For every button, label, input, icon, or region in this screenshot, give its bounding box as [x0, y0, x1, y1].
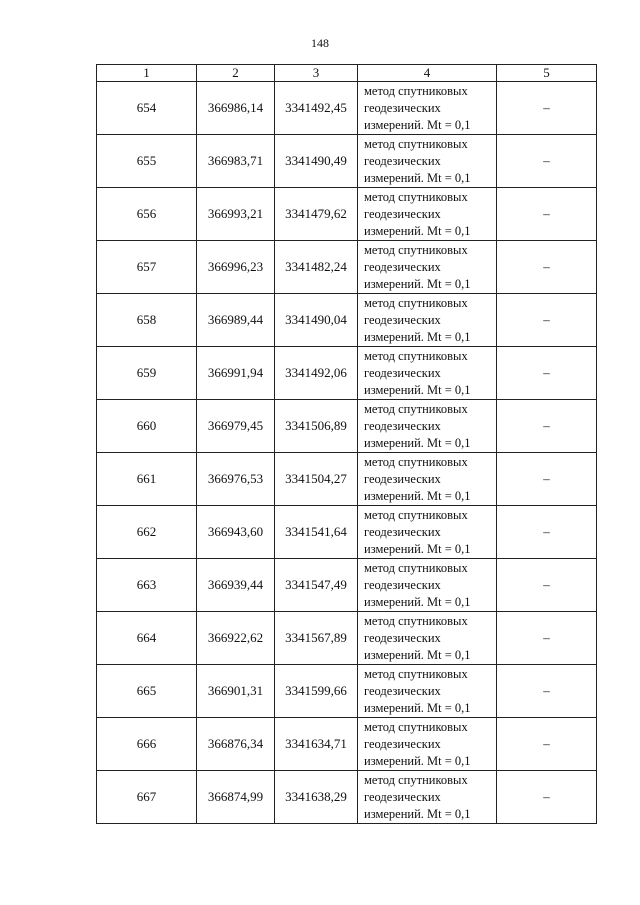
coordinate-y: 3341599,66: [275, 665, 358, 718]
measurement-method: [358, 771, 497, 824]
measurement-method: [358, 506, 497, 559]
table-row: [97, 612, 597, 665]
coordinate-y: 3341482,24: [275, 241, 358, 294]
coordinate-x: 366983,71: [197, 135, 275, 188]
table-header-row: [97, 65, 597, 82]
note-dash: –: [497, 453, 597, 506]
note-dash: –: [497, 612, 597, 665]
table-row: [97, 82, 597, 135]
method-line: геодезических: [364, 736, 441, 751]
method-line: геодезических: [364, 630, 441, 645]
method-line: геодезических: [364, 471, 441, 486]
table-row: [97, 559, 597, 612]
measurement-method: [358, 612, 497, 665]
table-row: [97, 188, 597, 241]
method-line: метод спутниковых: [364, 560, 468, 575]
method-line: геодезических: [364, 683, 441, 698]
coordinate-y: 3341638,29: [275, 771, 358, 824]
coordinate-y: 3341504,27: [275, 453, 358, 506]
method-line: измерений. Mt = 0,1: [364, 170, 471, 185]
method-line: измерений. Mt = 0,1: [364, 435, 471, 450]
page-number: 148: [311, 36, 329, 50]
measurement-method: [358, 82, 497, 135]
point-number: 661: [97, 453, 197, 506]
method-line: метод спутниковых: [364, 136, 468, 151]
coordinate-y: 3341492,06: [275, 347, 358, 400]
coordinates-table: [96, 64, 597, 824]
method-line: метод спутниковых: [364, 613, 468, 628]
coordinate-x: 366979,45: [197, 400, 275, 453]
table-row: [97, 294, 597, 347]
table-body: [97, 82, 597, 824]
note-dash: –: [497, 188, 597, 241]
method-line: метод спутниковых: [364, 83, 468, 98]
coordinate-x: 366943,60: [197, 506, 275, 559]
coordinate-x: 366922,62: [197, 612, 275, 665]
coordinate-x: 366996,23: [197, 241, 275, 294]
table-row: [97, 718, 597, 771]
note-dash: –: [497, 559, 597, 612]
measurement-method: [358, 241, 497, 294]
method-line: измерений. Mt = 0,1: [364, 117, 471, 132]
method-line: метод спутниковых: [364, 772, 468, 787]
header-col-4: 4: [358, 65, 497, 82]
method-line: геодезических: [364, 577, 441, 592]
point-number: 667: [97, 771, 197, 824]
measurement-method: [358, 188, 497, 241]
method-line: геодезических: [364, 524, 441, 539]
coordinate-x: 366939,44: [197, 559, 275, 612]
method-line: геодезических: [364, 365, 441, 380]
coordinate-x: 366991,94: [197, 347, 275, 400]
method-line: геодезических: [364, 418, 441, 433]
table-row: [97, 135, 597, 188]
note-dash: –: [497, 718, 597, 771]
method-line: измерений. Mt = 0,1: [364, 594, 471, 609]
coordinate-x: 366989,44: [197, 294, 275, 347]
method-line: метод спутниковых: [364, 401, 468, 416]
method-line: измерений. Mt = 0,1: [364, 806, 471, 821]
method-line: метод спутниковых: [364, 348, 468, 363]
method-line: метод спутниковых: [364, 189, 468, 204]
header-col-5: 5: [497, 65, 597, 82]
measurement-method: [358, 453, 497, 506]
note-dash: –: [497, 771, 597, 824]
method-line: измерений. Mt = 0,1: [364, 541, 471, 556]
point-number: 664: [97, 612, 197, 665]
method-line: геодезических: [364, 312, 441, 327]
coordinate-y: 3341492,45: [275, 82, 358, 135]
note-dash: –: [497, 347, 597, 400]
measurement-method: [358, 665, 497, 718]
table-row: [97, 771, 597, 824]
point-number: 666: [97, 718, 197, 771]
coordinate-x: 366874,99: [197, 771, 275, 824]
method-line: геодезических: [364, 206, 441, 221]
header-col-2: 2: [197, 65, 275, 82]
table-row: [97, 453, 597, 506]
measurement-method: [358, 718, 497, 771]
method-line: геодезических: [364, 100, 441, 115]
point-number: 662: [97, 506, 197, 559]
point-number: 657: [97, 241, 197, 294]
note-dash: –: [497, 400, 597, 453]
method-line: измерений. Mt = 0,1: [364, 223, 471, 238]
note-dash: –: [497, 241, 597, 294]
coordinate-x: 366976,53: [197, 453, 275, 506]
point-number: 663: [97, 559, 197, 612]
coordinate-y: 3341506,89: [275, 400, 358, 453]
header-col-1: 1: [97, 65, 197, 82]
coordinate-y: 3341479,62: [275, 188, 358, 241]
coordinate-y: 3341490,04: [275, 294, 358, 347]
coordinate-x: 366901,31: [197, 665, 275, 718]
coordinate-y: 3341567,89: [275, 612, 358, 665]
coordinate-x: 366993,21: [197, 188, 275, 241]
note-dash: –: [497, 82, 597, 135]
method-line: метод спутниковых: [364, 666, 468, 681]
measurement-method: [358, 347, 497, 400]
point-number: 656: [97, 188, 197, 241]
note-dash: –: [497, 665, 597, 718]
point-number: 660: [97, 400, 197, 453]
coordinate-x: 366986,14: [197, 82, 275, 135]
note-dash: –: [497, 506, 597, 559]
point-number: 658: [97, 294, 197, 347]
method-line: метод спутниковых: [364, 454, 468, 469]
method-line: метод спутниковых: [364, 242, 468, 257]
method-line: измерений. Mt = 0,1: [364, 753, 471, 768]
measurement-method: [358, 294, 497, 347]
method-line: измерений. Mt = 0,1: [364, 700, 471, 715]
table-row: [97, 347, 597, 400]
method-line: метод спутниковых: [364, 719, 468, 734]
note-dash: –: [497, 294, 597, 347]
method-line: измерений. Mt = 0,1: [364, 329, 471, 344]
method-line: измерений. Mt = 0,1: [364, 382, 471, 397]
method-line: измерений. Mt = 0,1: [364, 647, 471, 662]
coordinate-x: 366876,34: [197, 718, 275, 771]
method-line: геодезических: [364, 259, 441, 274]
measurement-method: [358, 559, 497, 612]
method-line: геодезических: [364, 153, 441, 168]
method-line: измерений. Mt = 0,1: [364, 488, 471, 503]
coordinate-y: 3341634,71: [275, 718, 358, 771]
header-col-3: 3: [275, 65, 358, 82]
method-line: метод спутниковых: [364, 295, 468, 310]
table-row: [97, 400, 597, 453]
measurement-method: [358, 400, 497, 453]
measurement-method: [358, 135, 497, 188]
method-line: геодезических: [364, 789, 441, 804]
method-line: измерений. Mt = 0,1: [364, 276, 471, 291]
coordinate-y: 3341490,49: [275, 135, 358, 188]
coordinate-y: 3341541,64: [275, 506, 358, 559]
point-number: 659: [97, 347, 197, 400]
point-number: 665: [97, 665, 197, 718]
note-dash: –: [497, 135, 597, 188]
table-row: [97, 506, 597, 559]
method-line: метод спутниковых: [364, 507, 468, 522]
point-number: 655: [97, 135, 197, 188]
table-row: [97, 665, 597, 718]
point-number: 654: [97, 82, 197, 135]
coordinate-y: 3341547,49: [275, 559, 358, 612]
table-row: [97, 241, 597, 294]
